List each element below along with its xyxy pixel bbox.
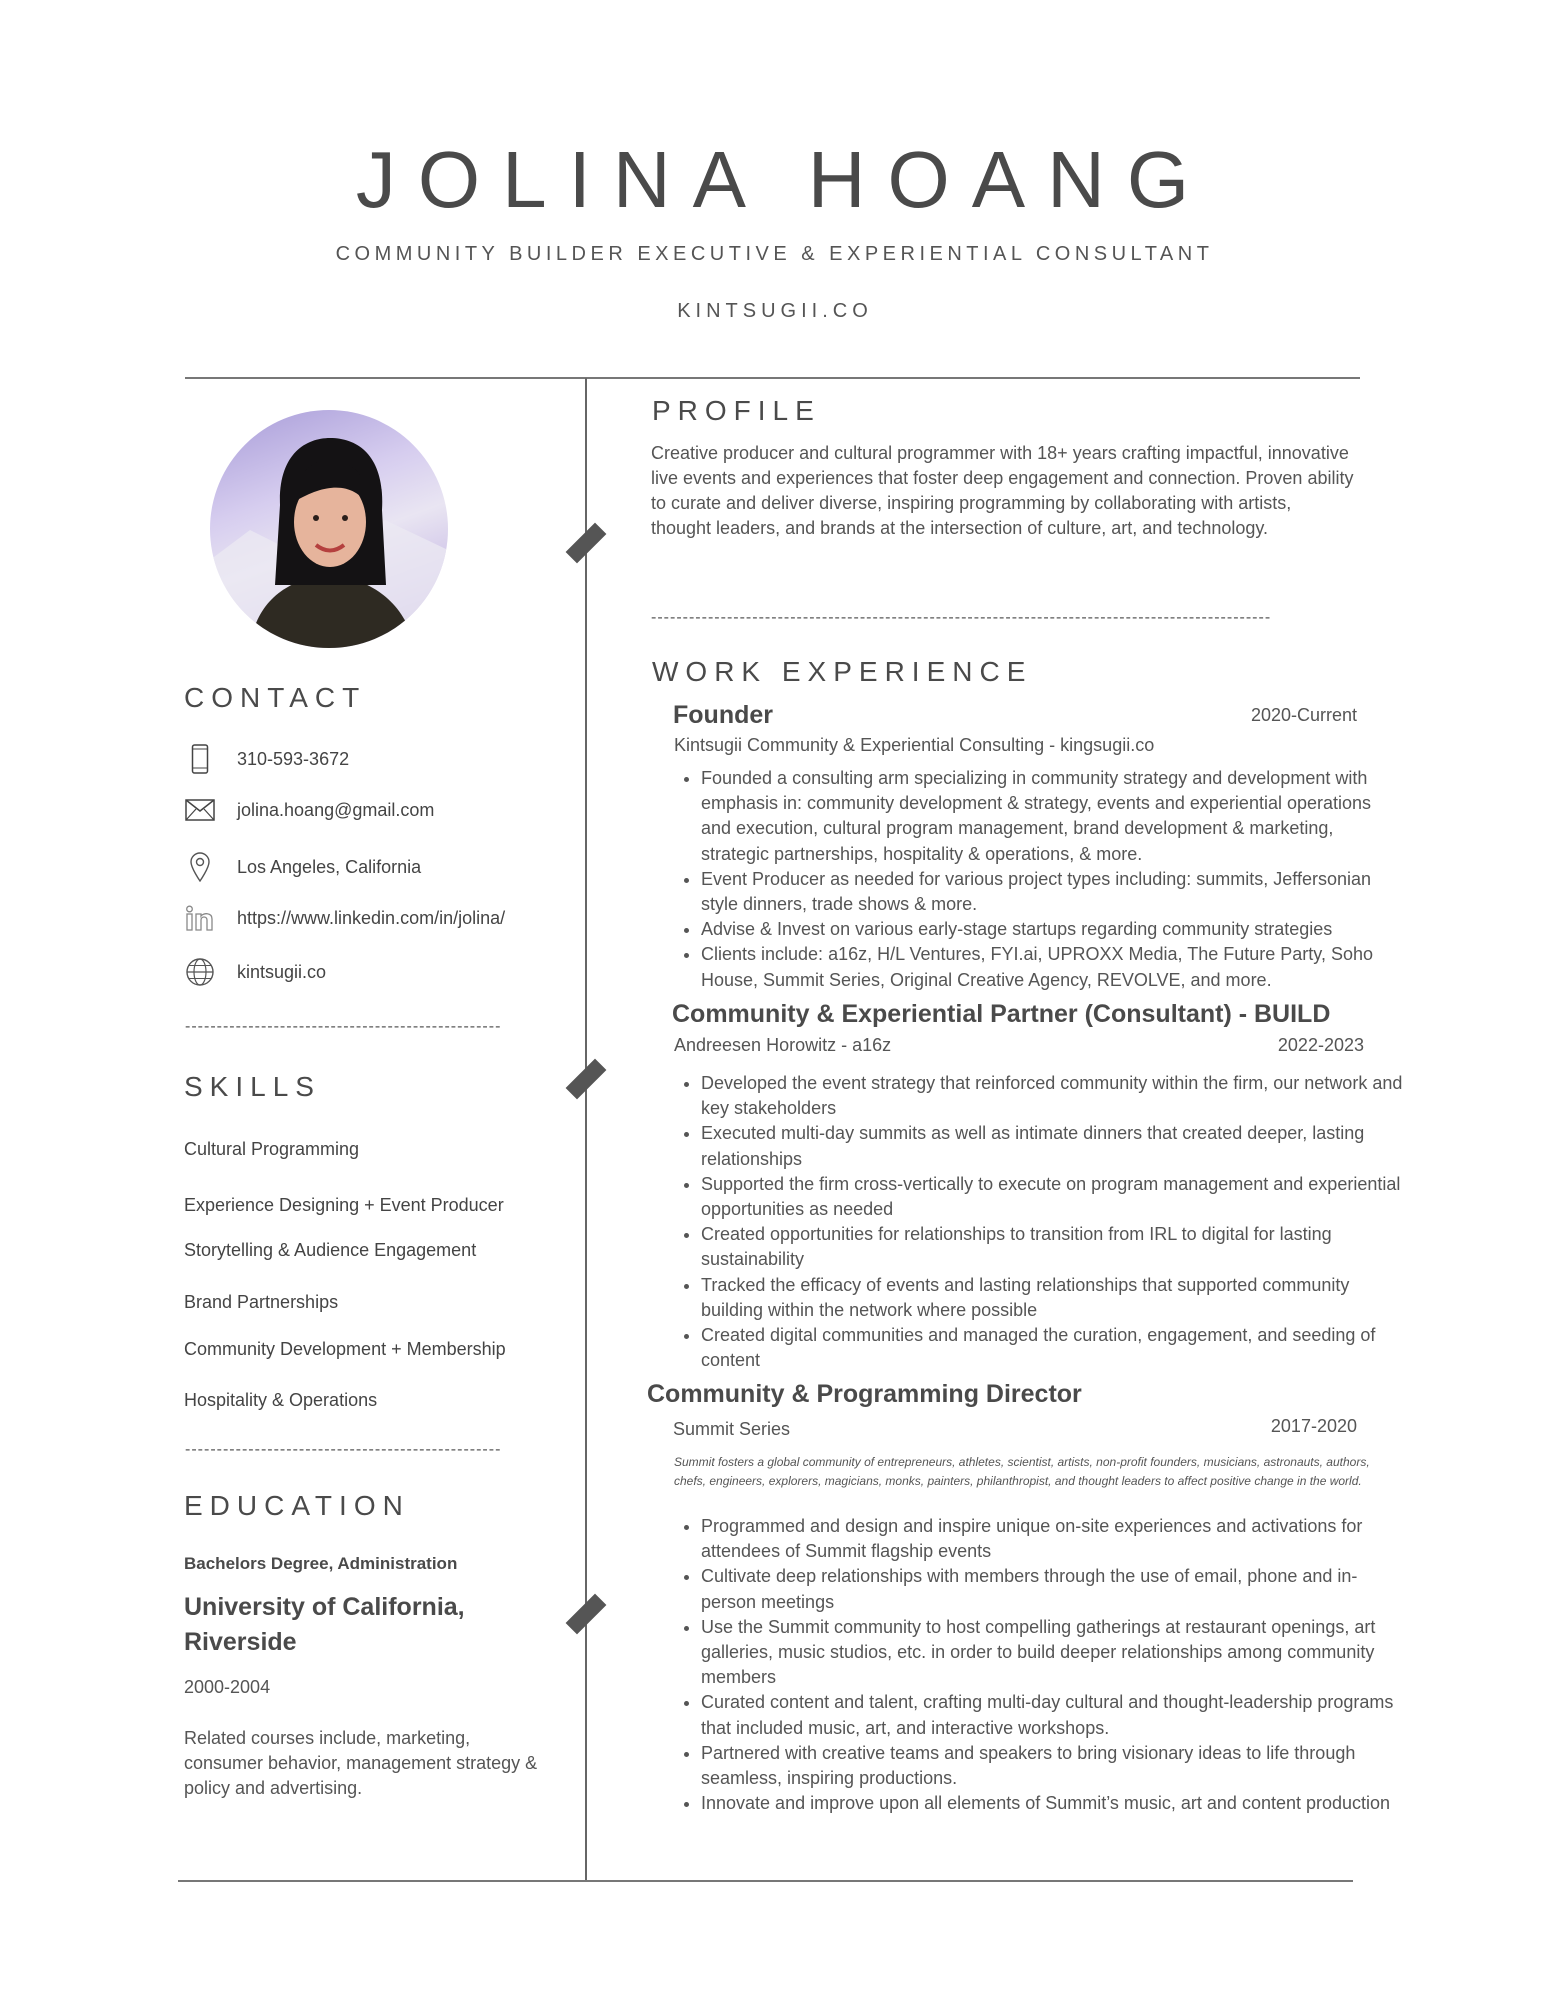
job-bullet: • Curated content and talent, crafting multi-day cultural and thought-leadership programs that included music, art, and interactive workshops. <box>701 1690 1401 1740</box>
school-name-line1: University of California, <box>184 1593 465 1621</box>
education-years: 2000-2004 <box>184 1677 271 1697</box>
bottom-rule <box>178 1880 1353 1882</box>
resume-subtitle: COMMUNITY BUILDER EXECUTIVE & EXPERIENTIAL CONSULTANT <box>335 243 1214 265</box>
skill-item: Cultural Programming <box>184 1139 360 1159</box>
job-bullet: • Founded a consulting arm specializing in community strategy and development with emphasis in: community development & strategy, events and experiential operations and execution, cultural program management, brand development & marketing, strategic partnerships, hospitality & operations, & more. <box>701 766 1401 867</box>
degree: Bachelors Degree, Administration <box>184 1554 458 1573</box>
center-divider-line <box>585 378 587 1881</box>
skill-item: Hospitality & Operations <box>184 1390 378 1410</box>
profile-separator: -------------------------------------------------------------------------------------------------- <box>651 609 1272 626</box>
job-bullet: • Cultivate deep relationships with members through the use of email, phone and in-person meetings <box>701 1564 1401 1614</box>
phone-icon <box>185 744 215 774</box>
job-bullet: • Supported the firm cross-vertically to execute on program management and experiential opportunities as needed <box>701 1172 1411 1222</box>
job-bullet: • Programmed and design and inspire unique on-site experiences and activations for attendees of Summit flagship events <box>701 1514 1401 1564</box>
job-bullet: • Created opportunities for relationships to transition from IRL to digital for lasting sustainability <box>701 1222 1411 1272</box>
linkedin-icon <box>185 903 215 933</box>
contact-email[interactable] <box>185 795 434 825</box>
job-company: Summit Series <box>673 1419 791 1439</box>
job-dates: 2017-2020 <box>1270 1416 1357 1436</box>
job-bullet: • Advise & Invest on various early-stage startups regarding community strategies <box>701 917 1401 942</box>
job-bullet: • Clients include: a16z, H/L Ventures, FYI.ai, UPROXX Media, The Future Party, Soho House, Summit Series, Original Creative Agency, REVOLVE, and more. <box>701 942 1401 992</box>
skills-heading: SKILLS <box>184 1071 321 1102</box>
job-bullet: • Tracked the efficacy of events and lasting relationships that supported community building within the network where possible <box>701 1273 1411 1323</box>
globe-icon <box>185 957 215 987</box>
contact-linkedin[interactable] <box>185 903 505 933</box>
job-company: Kintsugii Community & Experiential Consulting - kingsugii.co <box>674 735 1155 755</box>
skill-item: Brand Partnerships <box>184 1292 339 1312</box>
skill-item: Experience Designing + Event Producer <box>184 1195 504 1215</box>
mail-icon <box>185 795 215 825</box>
email-address: jolina.hoang@gmail.com <box>237 799 435 820</box>
left-separator: -------------------------------------------------- <box>185 1441 502 1458</box>
contact-location <box>185 852 421 882</box>
contact-website[interactable] <box>185 957 326 987</box>
skill-item: Community Development + Membership <box>184 1339 506 1359</box>
phone-number: 310-593-3672 <box>237 748 350 769</box>
job-dates: 2020-Current <box>1250 705 1357 725</box>
profile-heading: PROFILE <box>652 395 821 426</box>
job-description: Summit fosters a global community of entrepreneurs, athletes, scientist, artists, non-profit founders, musicians, astronauts, authors, chefs, engineers, explorers, magicians, monks, painters, philanthropist, and thought leaders to affect positive change in the world. <box>674 1455 1370 1488</box>
skill-item: Storytelling & Audience Engagement <box>184 1240 477 1260</box>
website-text: kintsugii.co <box>237 961 327 982</box>
job-bullet: • Executed multi-day summits as well as intimate dinners that created deeper, lasting relationships <box>701 1121 1411 1171</box>
profile-photo <box>210 410 448 648</box>
school-name-line2: Riverside <box>184 1628 297 1656</box>
location-pin-icon <box>185 852 215 882</box>
job-bullets <box>674 1071 1411 1373</box>
job-title: Community & Programming Director <box>647 1380 1082 1408</box>
education-courses: Related courses include, marketing, consumer behavior, management strategy & policy and advertising. <box>184 1728 538 1798</box>
resume-name: JOLINA HOANG <box>355 135 1212 224</box>
resume-website[interactable]: KINTSUGII.CO <box>677 300 873 322</box>
job-bullet: • Event Producer as needed for various project types including: summits, Jeffersonian style dinners, trade shows & more. <box>701 867 1401 917</box>
contact-phone[interactable] <box>185 744 349 774</box>
contact-heading: CONTACT <box>184 682 367 713</box>
location-text: Los Angeles, California <box>237 856 422 877</box>
job-bullet: • Developed the event strategy that reinforced community within the firm, our network and key stakeholders <box>701 1071 1411 1121</box>
profile-summary: Creative producer and cultural programmer with 18+ years crafting impactful, innovative live events and experiences that foster deep engagement and connection. Proven ability to curate and deliver diverse, inspiring programming by collaborating with artists, thought leaders, and brands at the intersection of culture, art, and technology. <box>651 443 1354 538</box>
job-bullet: • Use the Summit community to host compelling gatherings at restaurant openings, art galleries, music studios, etc. in order to build deeper relationships among community members <box>701 1615 1401 1691</box>
job-bullets <box>674 1514 1401 1816</box>
education-heading: EDUCATION <box>184 1490 410 1521</box>
linkedin-url: https://www.linkedin.com/in/jolina/ <box>237 907 506 928</box>
job-company: Andreesen Horowitz - a16z <box>674 1035 892 1055</box>
left-separator: -------------------------------------------------- <box>185 1018 502 1035</box>
job-bullets <box>674 766 1401 993</box>
job-title: Founder <box>673 701 773 729</box>
job-bullet: • Innovate and improve upon all elements of Summit’s music, art and content production <box>701 1791 1401 1816</box>
job-title: Community & Experiential Partner (Consultant) - BUILD <box>672 1000 1331 1028</box>
job-dates: 2022-2023 <box>1277 1035 1364 1055</box>
work-experience-heading: WORK EXPERIENCE <box>652 656 1033 687</box>
top-rule <box>185 377 1360 379</box>
job-bullet: • Partnered with creative teams and speakers to bring visionary ideas to life through seamless, inspiring productions. <box>701 1741 1401 1791</box>
job-bullet: • Created digital communities and managed the curation, engagement, and seeding of content <box>701 1323 1411 1373</box>
